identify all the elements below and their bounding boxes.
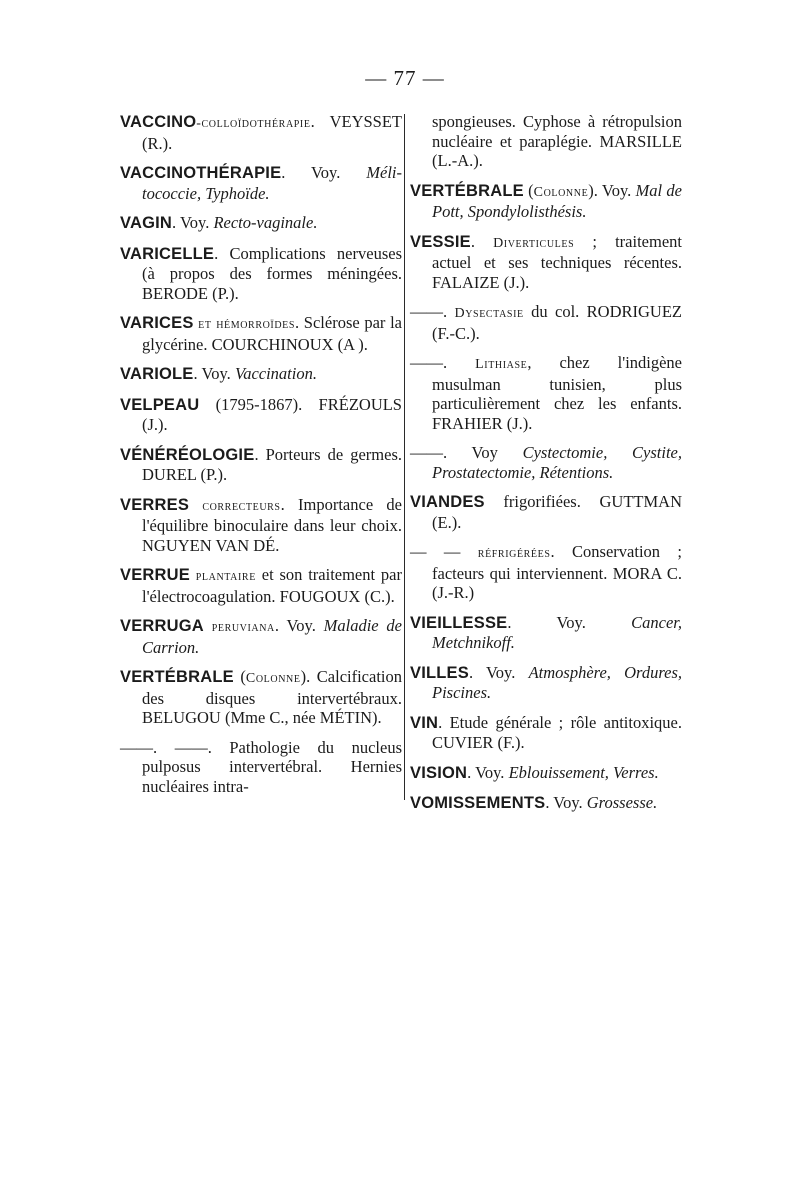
index-entry [410,302,682,343]
entry-headword: VERRES [120,495,190,514]
entry-text: Dysectasie [454,306,524,321]
index-entry [410,613,682,653]
page-number: — 77 — [365,66,445,90]
entry-text: . Etude générale ; rôle antitoxique. CUVIER (F.). [432,712,682,752]
index-entry [120,616,402,657]
entry-text: correcteurs [189,498,281,514]
entry-text: ; traitement actuel et ses techniques récentes. FALAIZE (J.). [432,231,682,292]
entry-text: . Voy. [172,213,214,232]
index-entry [410,492,682,532]
entry-text: . Complications nerveuses (à propos des formes méningées. BERODE (P.). [142,243,402,303]
index-column-left [120,112,402,806]
index-entry [120,495,402,556]
entry-text: spongieuses. Cyphose à rétropulsion nucléaire et paraplégie. MARSILLE (L.-A.). [432,112,682,170]
entry-text: du col. RODRIGUEZ (F.-C.). [432,302,682,343]
entry-text: . Voy. [193,364,235,383]
entry-text: , chez l'indigène musulman tunisien, plus particulièrement chez les enfants. FRAHIER (J.). [432,353,683,433]
index-entry [410,443,682,482]
entry-crossref: Cystectomie, Cystite, Prostatectomie, Rétentions. [432,443,682,482]
entry-headword: VARICES [120,314,194,332]
entry-text: Colonne [533,184,589,200]
index-entry [410,542,682,603]
entry-text: . Sclérose par la glycérine. COURCHINOUX (A ). [142,313,402,354]
entry-text: . Conservation ; facteurs qui interviennent. MORA C. (J.-R.) [432,542,683,602]
index-entry [120,667,402,728]
index-entry [120,364,402,385]
index-entry [410,663,682,703]
index-entry [410,353,682,433]
entry-headword: VACCINOTHÉRAPIE [120,164,282,182]
entry-text: et son traitement par l'électrocoagulation. FOUGOUX (C.). [142,565,402,606]
entry-text: ( [233,667,246,686]
entry-headword: VILLES [410,663,469,682]
entry-text: . Voy. [274,616,324,635]
entry-headword: VARICELLE [120,244,215,263]
entry-text: (1795-1867). FRÉZOULS (J.). [142,394,402,434]
entry-crossref: Eblouissement, Verres. [508,762,659,782]
index-entry [410,793,682,814]
entry-headword: VOMISSEMENTS [410,794,546,812]
entry-text: . [470,231,494,251]
entry-headword: VERTÉBRALE [120,668,234,686]
index-entry [120,395,402,435]
entry-text: . Importance de l'équilibre binoculaire dans leur choix. NGUYEN VAN DÉ. [142,494,402,555]
entry-text: — — [410,542,478,561]
entry-headword: VERRUGA [120,617,204,635]
entry-text: Colonne [245,671,301,686]
entry-text: . Voy. [545,793,587,812]
entry-crossref: Grossesse. [586,793,658,812]
entry-headword: VIN [410,713,439,732]
index-entry [120,313,402,354]
entry-text: frigorifiées. GUTTMAN (E.). [432,492,682,532]
entry-crossref: Recto-vaginale. [213,213,318,232]
entry-headword: VIANDES [410,493,485,511]
index-entry [120,738,402,797]
entry-text: peruviana [203,620,275,635]
entry-crossref: Méli-tococcie, Typhoïde. [142,163,402,203]
entry-text: ). Voy. [588,180,636,200]
index-entry [120,445,402,485]
index-entry [120,163,402,203]
entry-text: réfrigérées [477,546,551,561]
entry-text: et hémorroïdes [193,317,296,332]
entry-headword: VARIOLE [120,365,194,383]
entry-headword: VERRUE [120,566,190,584]
entry-text: . VEYSSET (R.). [142,112,402,153]
entry-text: ). Calcification des disques intervertébraux. BELUGOU (Mme C., née MÉTIN). [142,667,402,727]
entry-text: . Voy. [507,612,632,632]
entry-headword: VACCINO [120,113,197,131]
entry-text: -colloïdothérapie [196,116,311,131]
index-entry [410,713,682,753]
entry-text: ——. ——. Pathologie du nucleus pulposus intervertébral. Hernies nucléaires intra- [120,737,402,796]
entry-text: . Voy. [467,762,509,782]
entry-headword: VESSIE [410,232,471,251]
entry-headword: VIEILLESSE [410,613,508,632]
entry-headword: VERTÉBRALE [410,181,524,200]
entry-text: Diverticules [493,235,575,251]
index-entry [120,213,402,234]
index-entry [410,232,682,293]
entry-text: ( [523,180,534,200]
entry-headword: VELPEAU [120,395,200,414]
entry-headword: VÉNÉRÉOLOGIE [120,445,255,464]
column-divider [404,114,405,800]
entry-text: ——. [410,302,455,321]
entry-crossref: Maladie de Carrion. [142,616,402,657]
index-entry [410,763,682,784]
entry-text: plantaire [189,569,256,584]
index-entry [410,112,682,171]
entry-text: . Voy. [281,163,367,182]
entry-headword: VISION [410,763,468,782]
entry-text: ——. Voy [410,443,523,462]
entry-crossref: Mal de Pott, Spondylolisthésis. [432,180,682,221]
entry-text: ——. [410,353,476,372]
entry-crossref: Atmosphère, Ordures, Piscines. [432,662,683,702]
index-entry [120,244,402,304]
entry-crossref: Cancer, Metchnikoff. [432,612,682,652]
index-entry [410,181,682,222]
index-entry [120,112,402,153]
entry-text: . Porteurs de germes. DUREL (P.). [142,444,402,484]
entry-text: . Voy. [468,662,529,682]
entry-text: Lithiase [475,357,528,372]
entry-crossref: Vaccination. [234,364,317,383]
index-entry [120,565,402,606]
entry-headword: VAGIN [120,214,173,232]
index-column-right [410,112,682,824]
